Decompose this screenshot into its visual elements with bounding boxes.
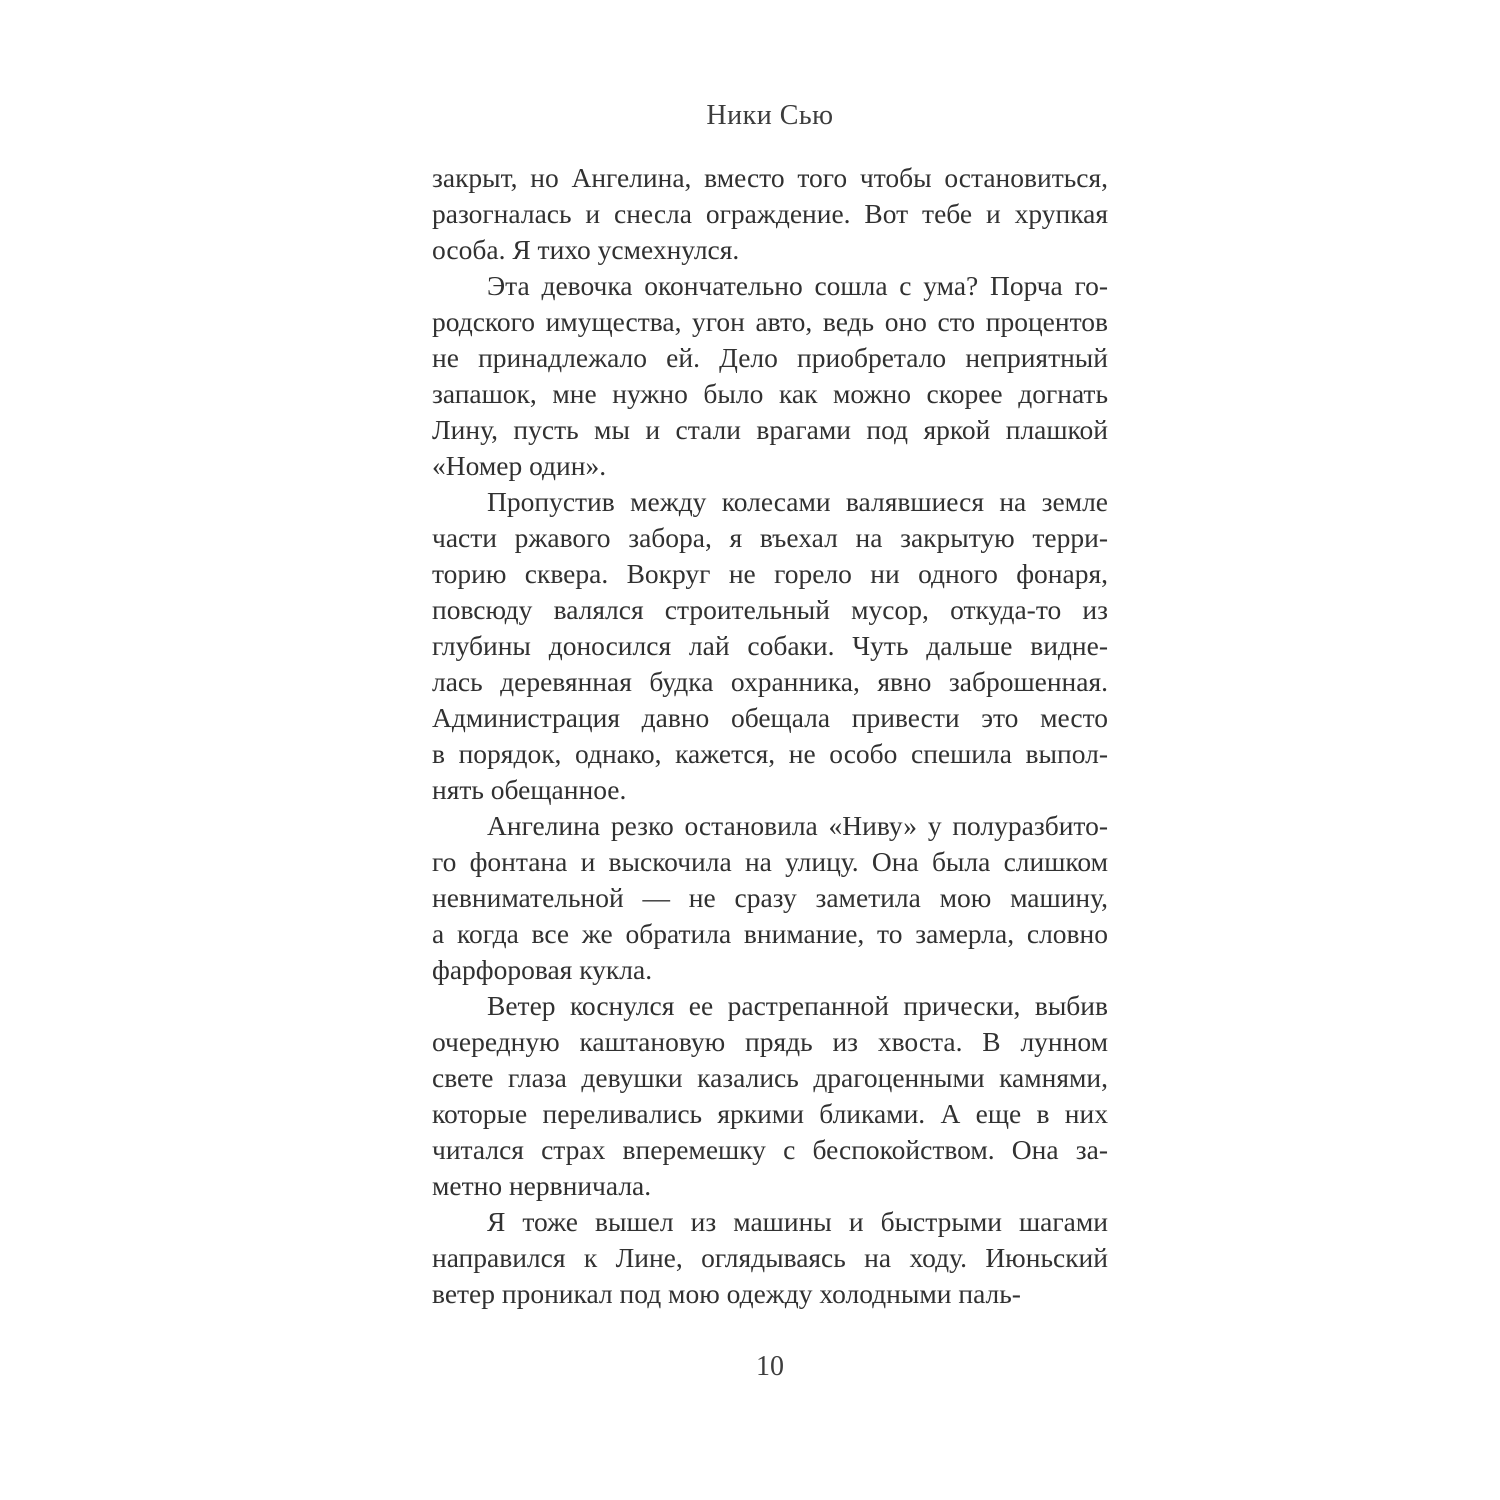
text-line: читался страх вперемешку с беспокойством. Она за- xyxy=(432,1134,1108,1165)
text-line: закрыт, но Ангелина, вместо того чтобы остановиться, xyxy=(432,162,1108,193)
text-line: части ржавого забора, я въехал на закрытую терри- xyxy=(432,522,1108,553)
text-line: которые переливались яркими бликами. А еще в них xyxy=(432,1098,1108,1129)
text-line: ветер проникал под мою одежду холодными паль- xyxy=(432,1278,1021,1309)
text-block xyxy=(432,160,1108,1312)
text-line: Администрация давно обещала привести это место xyxy=(432,702,1108,733)
text-line: направился к Лине, оглядываясь на ходу. Июньский xyxy=(432,1242,1108,1273)
text-line: невнимательной — не сразу заметила мою машину, xyxy=(432,882,1108,913)
text-line: нять обещанное. xyxy=(432,774,627,805)
text-line: лась деревянная будка охранника, явно заброшенная. xyxy=(432,666,1108,697)
text-line: Ветер коснулся ее растрепанной прически, выбив xyxy=(487,990,1108,1021)
text-line: Лину, пусть мы и стали врагами под яркой плашкой xyxy=(432,414,1108,445)
text-line: очередную каштановую прядь из хвоста. В лунном xyxy=(432,1026,1108,1057)
text-line: фарфоровая кукла. xyxy=(432,954,653,985)
text-line: метно нервничала. xyxy=(432,1170,652,1201)
text-line: Эта девочка окончательно сошла с ума? Порча го- xyxy=(487,270,1108,301)
text-line: повсюду валялся строительный мусор, откуда-то из xyxy=(432,594,1108,625)
text-line: Ангелина резко остановила «Ниву» у полуразбито- xyxy=(487,810,1108,841)
text-line: запашок, мне нужно было как можно скорее догнать xyxy=(432,378,1108,409)
text-line: в порядок, однако, кажется, не особо спешила выпол- xyxy=(432,738,1108,769)
text-line: глубины доносился лай собаки. Чуть дальше видне- xyxy=(432,630,1108,661)
text-line: торию сквера. Вокруг не горело ни одного фонаря, xyxy=(432,558,1108,589)
text-line: разогналась и снесла ограждение. Вот тебе и хрупкая xyxy=(432,198,1108,229)
text-line: «Номер один». xyxy=(432,450,607,481)
page-number: 10 xyxy=(756,1351,784,1382)
text-line: свете глаза девушки казались драгоценными камнями, xyxy=(432,1062,1108,1093)
text-line: а когда все же обратила внимание, то замерла, словно xyxy=(432,918,1108,949)
text-line: родского имущества, угон авто, ведь оно сто процентов xyxy=(432,306,1108,337)
running-header-author: Ники Сью xyxy=(706,100,834,131)
text-line: Я тоже вышел из машины и быстрыми шагами xyxy=(487,1206,1108,1237)
text-line: Пропустив между колесами валявшиеся на земле xyxy=(487,486,1108,517)
text-line: го фонтана и выскочила на улицу. Она была слишком xyxy=(432,846,1108,877)
text-line: особа. Я тихо усмехнулся. xyxy=(432,234,740,265)
text-line: не принадлежало ей. Дело приобретало неприятный xyxy=(432,342,1108,373)
